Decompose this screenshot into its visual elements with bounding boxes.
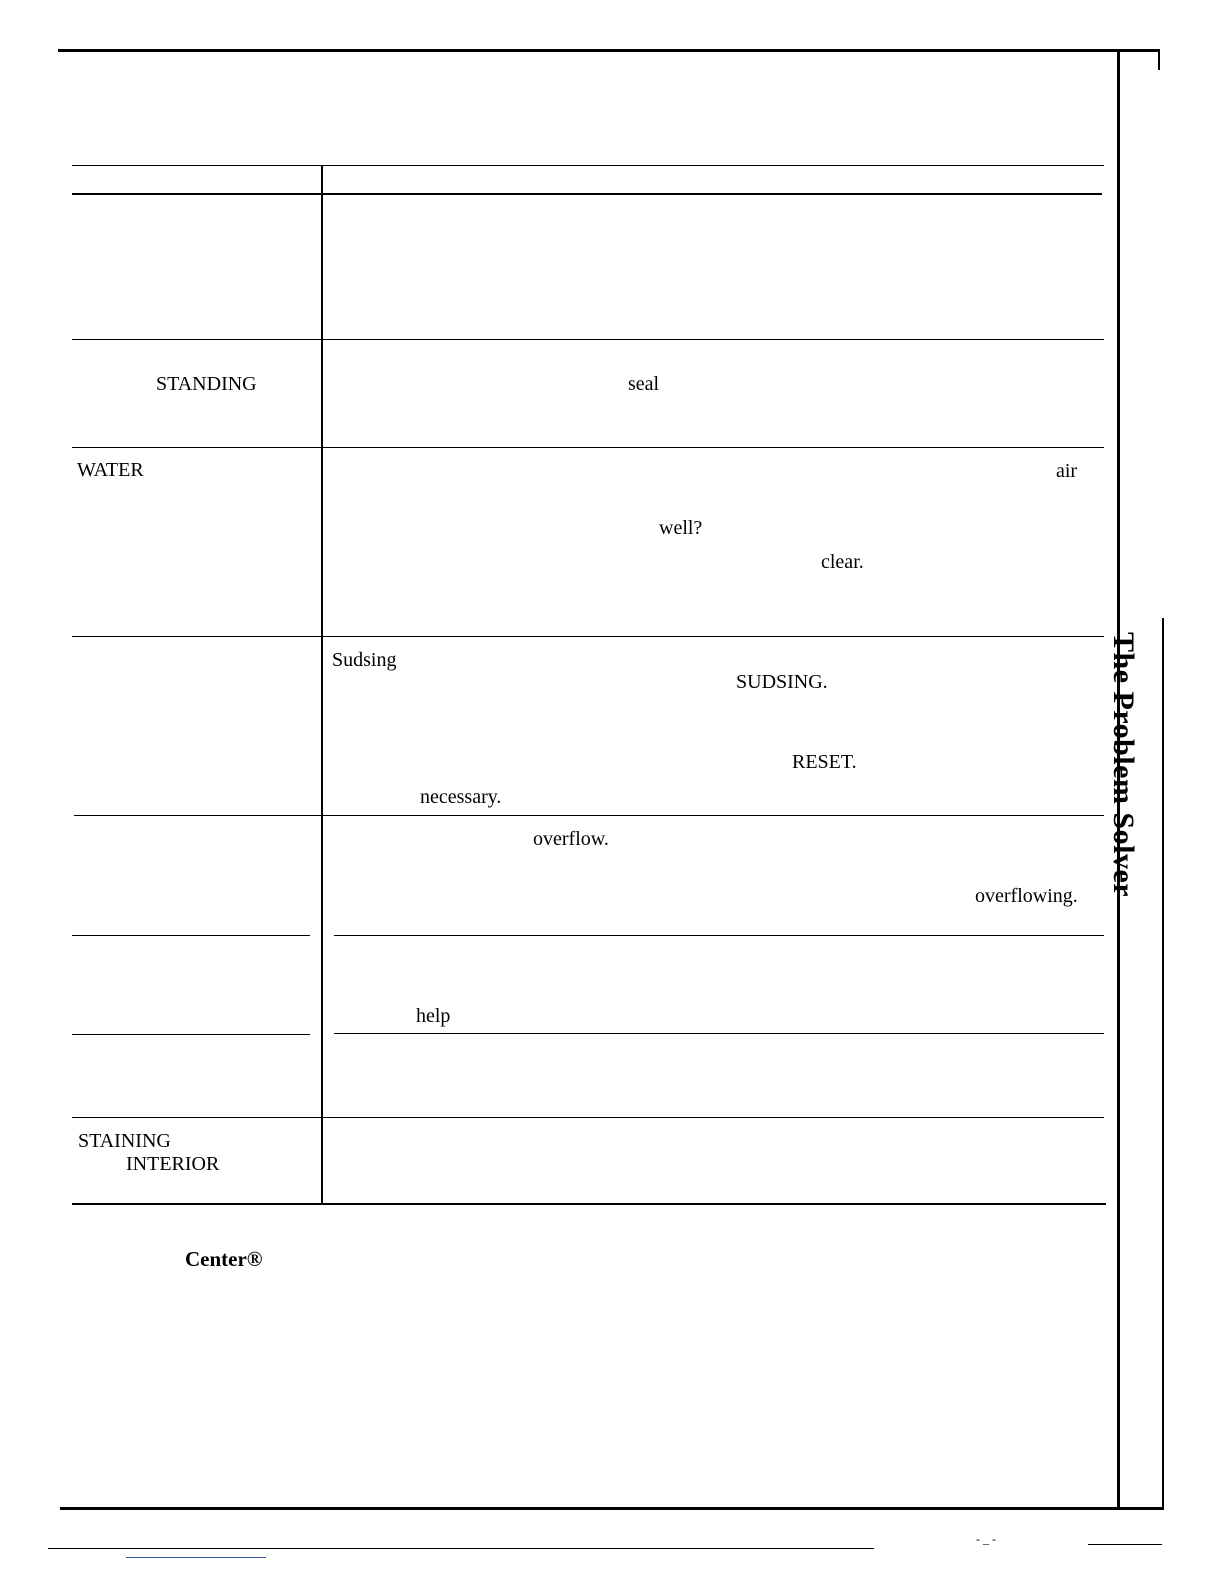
row-separator: [72, 447, 1104, 448]
cause-text: overflow.: [533, 828, 609, 850]
cause-text: seal: [628, 373, 660, 395]
problem-label: STAINING: [78, 1130, 171, 1152]
bottom-rule-blue: [126, 1557, 266, 1558]
row-separator: [72, 1117, 1104, 1118]
service-center-label: Center®: [185, 1247, 263, 1271]
section-title-vertical: The Problem Solver: [1107, 632, 1140, 898]
cause-text: clear.: [821, 551, 864, 573]
cause-text: Sudsing: [332, 649, 397, 671]
table-header-top: [72, 165, 1104, 166]
problem-label: STANDING: [156, 373, 257, 395]
column-divider: [321, 166, 323, 1204]
bottom-rule-right: [1088, 1544, 1162, 1545]
cause-text: RESET.: [792, 751, 857, 773]
row-separator-right: [334, 1033, 1104, 1034]
cause-text: help: [416, 1005, 451, 1027]
cause-text: air: [1056, 460, 1078, 482]
cause-text: necessary.: [420, 786, 502, 808]
problem-label: INTERIOR: [126, 1153, 220, 1175]
row-separator-left: [72, 935, 310, 936]
top-right-tick: [1158, 52, 1160, 70]
table-header-bottom: [72, 193, 1102, 195]
cause-text: well?: [659, 517, 703, 539]
cause-text: SUDSING.: [736, 671, 828, 693]
row-separator: [72, 636, 1104, 637]
sidebar-right-rule: [1162, 618, 1164, 1508]
row-separator: [72, 339, 1104, 340]
table-bottom: [72, 1203, 1106, 1205]
bottom-border: [60, 1507, 1164, 1510]
top-border: [58, 49, 1160, 52]
row-separator-left: [72, 1034, 310, 1035]
bottom-marks: - _ -: [976, 1532, 996, 1546]
row-separator: [74, 815, 1104, 816]
cause-text: overflowing.: [975, 885, 1078, 907]
problem-label: WATER: [77, 459, 144, 481]
bottom-rule-left: [48, 1548, 874, 1549]
row-separator-right: [334, 935, 1104, 936]
